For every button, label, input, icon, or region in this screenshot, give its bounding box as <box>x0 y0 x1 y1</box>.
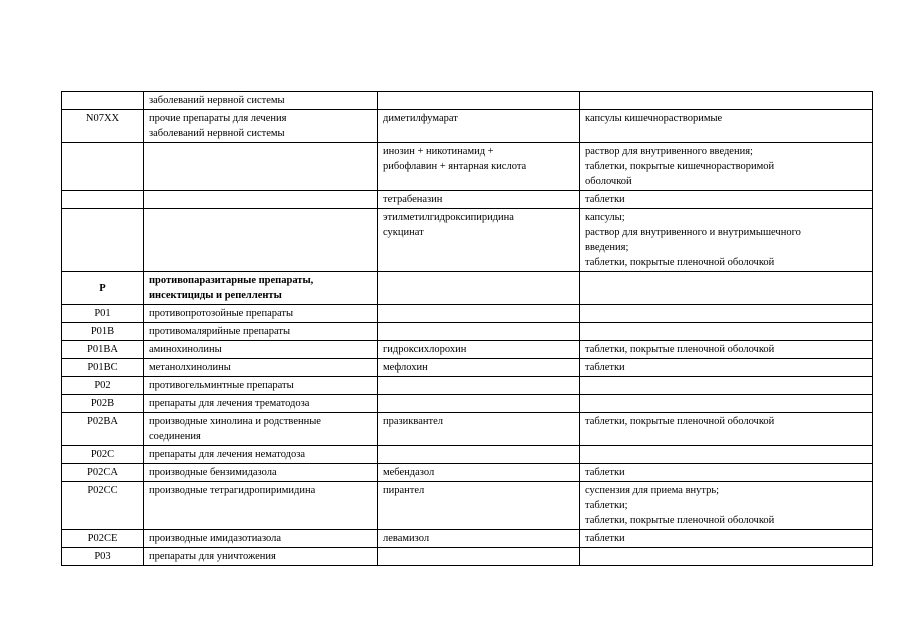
drug-name-cell <box>378 377 580 395</box>
table-row <box>62 464 873 482</box>
drug-name-cell: инозин + никотинамид + рибофлавин + янтарная кислота <box>378 143 580 191</box>
table-row <box>62 413 873 446</box>
atc-code-cell: N07XX <box>62 110 144 143</box>
drug-name-cell <box>378 305 580 323</box>
group-name-cell <box>144 191 378 209</box>
dosage-form-cell: раствор для внутривенного введения; таблетки, покрытые кишечнорастворимой оболочкой <box>580 143 873 191</box>
dosage-form-cell: таблетки, покрытые пленочной оболочкой <box>580 341 873 359</box>
dosage-form-cell <box>580 377 873 395</box>
dosage-form-cell: таблетки <box>580 359 873 377</box>
group-name-cell: аминохинолины <box>144 341 378 359</box>
drug-name-cell: пирантел <box>378 482 580 530</box>
table-row <box>62 143 873 191</box>
medicines-table <box>61 91 873 566</box>
drug-name-cell: левамизол <box>378 530 580 548</box>
atc-code-cell: P01B <box>62 323 144 341</box>
atc-code-cell: P02C <box>62 446 144 464</box>
group-name-cell: препараты для уничтожения <box>144 548 378 566</box>
dosage-form-cell <box>580 548 873 566</box>
table-row <box>62 305 873 323</box>
drug-name-cell <box>378 446 580 464</box>
drug-name-cell <box>378 272 580 305</box>
group-name-cell <box>144 143 378 191</box>
drug-name-cell: мебендазол <box>378 464 580 482</box>
atc-code-cell <box>62 191 144 209</box>
group-name-cell: производные бензимидазола <box>144 464 378 482</box>
atc-code-cell: P02CC <box>62 482 144 530</box>
group-name-cell: препараты для лечения трематодоза <box>144 395 378 413</box>
dosage-form-cell <box>580 272 873 305</box>
group-name-cell: противопротозойные препараты <box>144 305 378 323</box>
table-row <box>62 359 873 377</box>
atc-code-cell: P03 <box>62 548 144 566</box>
drug-name-cell: мефлохин <box>378 359 580 377</box>
dosage-form-cell <box>580 92 873 110</box>
table-row <box>62 92 873 110</box>
table-row <box>62 323 873 341</box>
group-name-cell: производные хинолина и родственные соединения <box>144 413 378 446</box>
drug-name-cell <box>378 395 580 413</box>
drug-name-cell: диметилфумарат <box>378 110 580 143</box>
table-body <box>62 92 873 566</box>
dosage-form-cell: капсулы кишечнорастворимые <box>580 110 873 143</box>
dosage-form-cell: таблетки <box>580 191 873 209</box>
table-row <box>62 548 873 566</box>
drug-name-cell: празиквантел <box>378 413 580 446</box>
atc-code-cell: P01 <box>62 305 144 323</box>
group-name-cell: метанолхинолины <box>144 359 378 377</box>
group-name-cell <box>144 209 378 272</box>
table-row <box>62 191 873 209</box>
dosage-form-cell: капсулы; раствор для внутривенного и внутримышечного введения; таблетки, покрытые пленочной оболочкой <box>580 209 873 272</box>
atc-code-cell: P02 <box>62 377 144 395</box>
drug-name-cell <box>378 548 580 566</box>
atc-code-cell: P01BA <box>62 341 144 359</box>
table-row <box>62 110 873 143</box>
group-name-cell: производные тетрагидропиримидина <box>144 482 378 530</box>
group-name-cell: противопаразитарные препараты, инсектициды и репелленты <box>144 272 378 305</box>
group-name-cell: производные имидазотиазола <box>144 530 378 548</box>
atc-code-cell <box>62 209 144 272</box>
group-name-cell: заболеваний нервной системы <box>144 92 378 110</box>
dosage-form-cell: суспензия для приема внутрь; таблетки; таблетки, покрытые пленочной оболочкой <box>580 482 873 530</box>
atc-code-cell <box>62 143 144 191</box>
atc-code-cell: P02CE <box>62 530 144 548</box>
drug-name-cell <box>378 323 580 341</box>
table-row <box>62 209 873 272</box>
atc-code-cell <box>62 92 144 110</box>
dosage-form-cell <box>580 305 873 323</box>
drug-name-cell <box>378 92 580 110</box>
atc-code-cell: P <box>62 272 144 305</box>
drug-name-cell: тетрабеназин <box>378 191 580 209</box>
table-row <box>62 272 873 305</box>
drug-name-cell: этилметилгидроксипиридина сукцинат <box>378 209 580 272</box>
table-row <box>62 395 873 413</box>
drug-name-cell: гидроксихлорохин <box>378 341 580 359</box>
atc-code-cell: P02BA <box>62 413 144 446</box>
dosage-form-cell <box>580 395 873 413</box>
table-row <box>62 482 873 530</box>
dosage-form-cell <box>580 446 873 464</box>
group-name-cell: противомалярийные препараты <box>144 323 378 341</box>
group-name-cell: противогельминтные препараты <box>144 377 378 395</box>
atc-code-cell: P02CA <box>62 464 144 482</box>
table-row <box>62 446 873 464</box>
table-row <box>62 377 873 395</box>
group-name-cell: препараты для лечения нематодоза <box>144 446 378 464</box>
dosage-form-cell: таблетки <box>580 464 873 482</box>
dosage-form-cell: таблетки, покрытые пленочной оболочкой <box>580 413 873 446</box>
table-row <box>62 530 873 548</box>
dosage-form-cell <box>580 323 873 341</box>
dosage-form-cell: таблетки <box>580 530 873 548</box>
group-name-cell: прочие препараты для лечения заболеваний нервной системы <box>144 110 378 143</box>
table-row <box>62 341 873 359</box>
atc-code-cell: P02B <box>62 395 144 413</box>
atc-code-cell: P01BC <box>62 359 144 377</box>
